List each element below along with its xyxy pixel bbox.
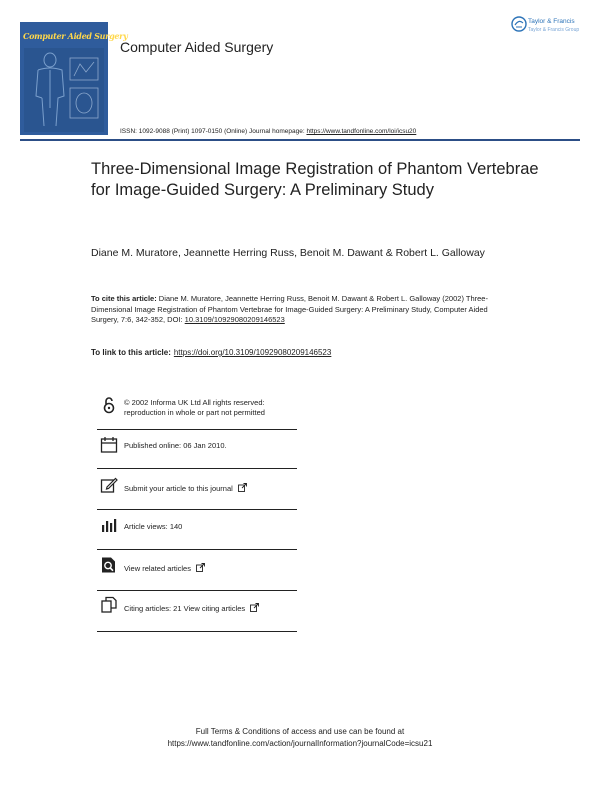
copyright-line2: reproduction in whole or part not permitted	[124, 408, 265, 417]
related-search-icon	[100, 556, 118, 574]
footer-terms-url[interactable]: https://www.tandfonline.com/action/journalInformation?journalCode=icsu21	[167, 739, 433, 748]
submit-article-row[interactable]	[97, 474, 297, 514]
meta-divider	[97, 631, 297, 632]
article-link-line	[91, 348, 331, 357]
article-views: Article views: 140	[124, 522, 183, 531]
meta-divider	[97, 468, 297, 469]
header-divider	[20, 139, 580, 141]
open-access-lock-icon	[100, 396, 118, 414]
citation-label: To cite this article:	[91, 294, 157, 303]
issn-text: ISSN: 1092-9088 (Print) 1097-0150 (Online) Journal homepage:	[120, 128, 307, 135]
citing-documents-icon	[100, 596, 118, 614]
copyright-row	[97, 394, 297, 434]
meta-divider	[97, 509, 297, 510]
footer-line1: Full Terms & Conditions of access and use can be found at	[195, 727, 405, 736]
meta-divider	[97, 429, 297, 430]
issn-line	[120, 128, 416, 135]
article-link-label: To link to this article:	[91, 348, 171, 357]
cover-figure-art	[24, 48, 104, 132]
calendar-icon	[100, 436, 118, 454]
meta-divider	[97, 549, 297, 550]
journal-name: Computer Aided Surgery	[120, 39, 274, 55]
publisher-logo-line2: Taylor & Francis Group	[528, 27, 580, 33]
citation-block	[91, 294, 491, 326]
footer-terms	[0, 726, 600, 750]
cover-title: Computer Aided Surgery	[23, 31, 128, 41]
article-doi-url[interactable]: https://doi.org/10.3109/10929080209146523	[173, 348, 332, 357]
edit-pencil-icon	[100, 476, 118, 494]
publisher-logo-text	[528, 18, 579, 34]
external-link-icon	[238, 483, 247, 492]
related-articles-row[interactable]	[97, 554, 297, 594]
citing-articles-row[interactable]	[97, 594, 297, 634]
citation-doi-link[interactable]: 10.3109/10929080209146523	[184, 315, 285, 324]
publisher-logo-line1: Taylor & Francis	[528, 18, 575, 25]
external-link-icon	[250, 603, 259, 612]
related-articles-link[interactable]: View related articles	[124, 564, 191, 573]
publisher-logo-icon	[511, 16, 527, 32]
meta-divider	[97, 590, 297, 591]
submit-article-link[interactable]: Submit your article to this journal	[124, 484, 233, 493]
citing-articles-link[interactable]: Citing articles: 21 View citing articles	[124, 604, 246, 613]
copyright-line1: © 2002 Informa UK Ltd All rights reserved:	[124, 398, 265, 407]
article-views-row	[97, 514, 297, 554]
external-link-icon	[196, 563, 205, 572]
article-authors: Diane M. Muratore, Jeannette Herring Russ, Benoit M. Dawant & Robert L. Galloway	[91, 247, 485, 259]
journal-homepage-link[interactable]: https://www.tandfonline.com/loi/icsu20	[306, 128, 417, 135]
published-date: Published online: 06 Jan 2010.	[124, 441, 227, 450]
bar-chart-icon	[100, 516, 118, 534]
citation-text: Diane M. Muratore, Jeannette Herring Russ, Benoit M. Dawant & Robert L. Galloway (2002) Three-Dimensional Image Registration of Phantom Vertebrae for Image-Guided Surgery: A Preliminary Study, Computer Aided Surgery, 7:6, 342-352, DOI:	[91, 294, 488, 324]
journal-cover-image	[20, 22, 128, 135]
article-title: Three-Dimensional Image Registration of Phantom Vertebrae for Image-Guided Surgery: A Preliminary Study	[91, 160, 539, 199]
